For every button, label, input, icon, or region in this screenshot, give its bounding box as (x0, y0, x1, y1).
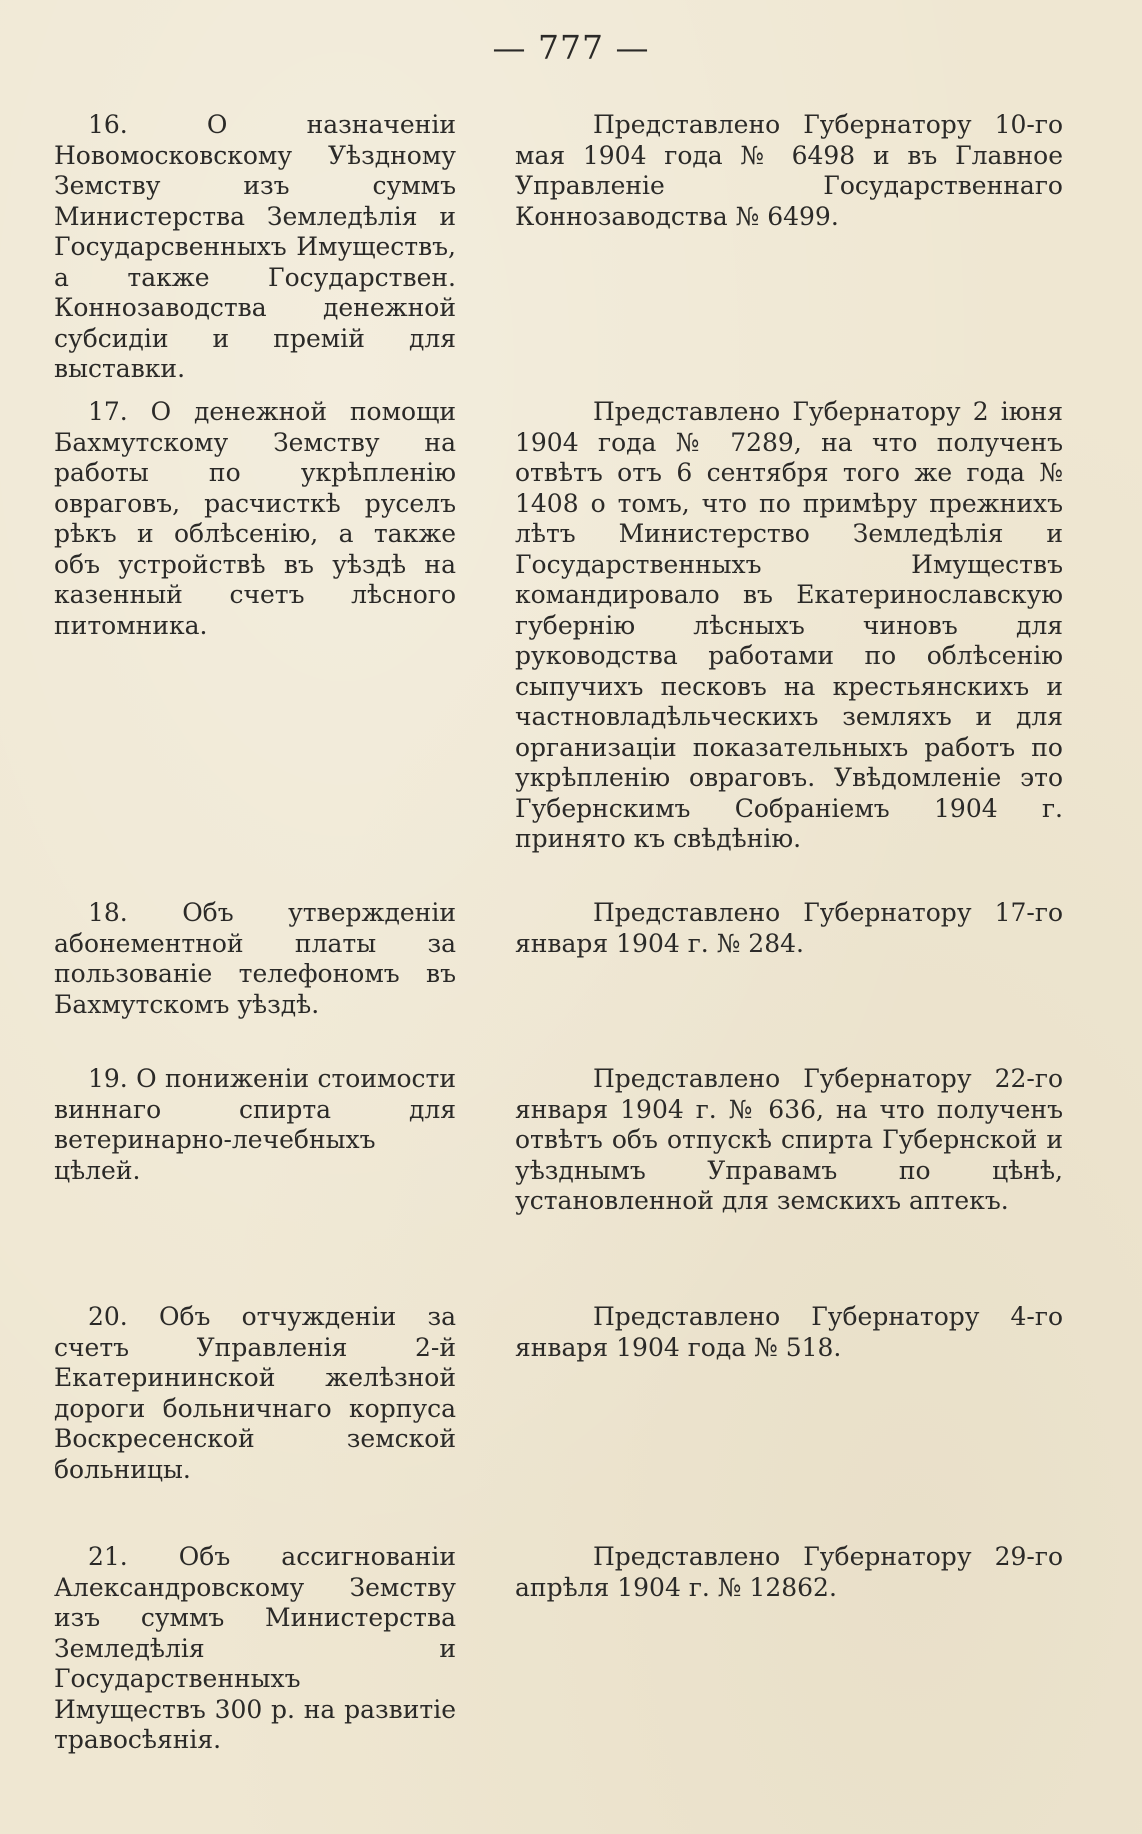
entry-question: 20. Объ отчужденіи за счетъ Управленія 2-й Екатерининской желѣзной дороги больничнаго корпуса Воскресенской земской больницы. (54, 1302, 456, 1484)
page-number: — 777 — (492, 28, 650, 67)
entry-question: 19. О пониженіи стоимости виннаго спирта для ветеринарно-лечебныхъ цѣлей. (54, 1064, 456, 1185)
entry-question: 18. Объ утвержденіи абонементной платы за пользованіе телефономъ въ Бахмутскомъ уѣздѣ. (54, 898, 456, 1019)
entry-result: Представлено Губернатору 17-го января 1904 г. № 284. (515, 898, 1063, 958)
entry-result: Представлено Губернатору 4-го января 1904 года № 518. (515, 1302, 1063, 1362)
entry-result: Представлено Губернатору 29-го апрѣля 1904 г. № 12862. (515, 1542, 1063, 1602)
entry-question: 17. О денежной помощи Бахмутскому Земству на работы по укрѣпленію овраговъ, расчисткѣ руселъ рѣкъ и облѣсенію, а также объ устройствѣ въ уѣздѣ на казенный счетъ лѣсного питомника. (54, 397, 456, 640)
entry-question: 16. О назначеніи Новомосковскому Уѣздному Земству изъ суммъ Министерства Земледѣлія и Государсвенныхъ Имуществъ, а также Государствен. Коннозаводства денежной субсидіи и премій для выставки. (54, 110, 456, 383)
entry-question: 21. Объ ассигнованіи Александровскому Земству изъ суммъ Министерства Земледѣлія и Государственныхъ Имуществъ 300 р. на развитіе травосѣянія. (54, 1542, 456, 1754)
entry-result: Представлено Губернатору 10-го мая 1904 года № 6498 и въ Главное Управленіе Государственнаго Коннозаводства № 6499. (515, 110, 1063, 231)
entry-result: Представлено Губернатору 2 іюня 1904 года № 7289, на что полученъ отвѣтъ отъ 6 сентября того же года № 1408 о томъ, что по примѣру прежнихъ лѣтъ Министерство Земледѣлія и Государственныхъ Имуществъ командировало въ Екатеринославскую губернію лѣсныхъ чиновъ для руководства работами по облѣсенію сыпучихъ песковъ на крестьянскихъ и частновладѣльческихъ земляхъ и для организаціи показательныхъ работъ по укрѣпленію овраговъ. Увѣдомленіе это Губернскимъ Собраніемъ 1904 г. принято къ свѣдѣнію. (515, 397, 1063, 853)
entry-result: Представлено Губернатору 22-го января 1904 г. № 636, на что полученъ отвѣтъ объ отпускѣ спирта Губернской и уѣзднымъ Управамъ по цѣнѣ, установленной для земскихъ аптекъ. (515, 1064, 1063, 1215)
